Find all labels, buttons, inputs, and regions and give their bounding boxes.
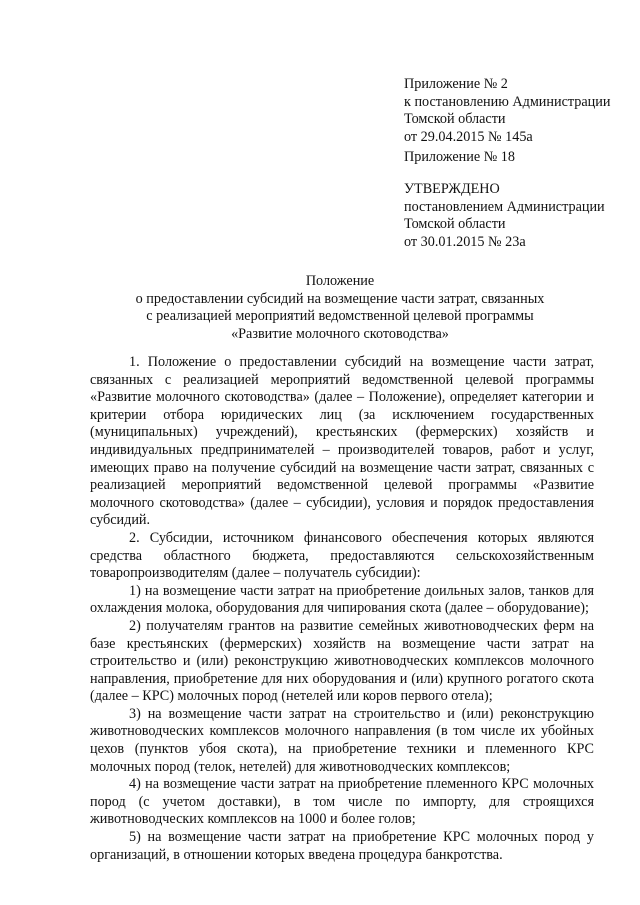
list-item-3: 3) на возмещение части затрат на строительство и (или) реконструкцию животноводческих комплексов молочного направления (в том числе их убойных цехов (пунктов убоя скота), на приобретение техники и племенного КРС молочных пород (телок, нетелей) для животноводческих комплексов; <box>90 705 594 775</box>
list-item-5: 5) на возмещение части затрат на приобретение КРС молочных пород у организаций, в отношении которых введена процедура банкротства. <box>90 829 594 863</box>
approved-label: УТВЕРЖДЕНО <box>404 181 500 197</box>
title-line-3: с реализацией мероприятий ведомственной целевой программы <box>146 308 534 325</box>
document-body <box>90 354 594 864</box>
attachment-2-resolution-line: к постановлению Администрации <box>404 93 611 110</box>
approved-region: Томской области <box>404 216 506 233</box>
paragraph-2: 2. Субсидии, источником финансового обеспечения которых являются средства областного бюджета, предоставляются сельскохозяйственным товаропроизводителям (далее – получатель субсидии): <box>90 529 594 582</box>
attachment-18-block <box>404 149 600 167</box>
approved-resolution-line: постановлением Администрации <box>404 198 605 215</box>
attachment-2-block <box>404 76 611 146</box>
title-line-2: о предоставлении субсидий на возмещение части затрат, связанных <box>135 290 545 307</box>
title-line-1: Положение <box>305 273 375 289</box>
paragraph-1: 1. Положение о предоставлении субсидий на возмещение части затрат, связанных с реализацией мероприятий ведомственной целевой программы «Развитие молочного скотоводства» (далее – Положение), определяет категории и критерии отбора юридических лиц (за исключением государственных (муниципальных) учреждений), крестьянских (фермерских) хозяйств и индивидуальных предпринимателей – производителей товаров, работ и услуг, имеющих право на получение субсидий на возмещение части затрат, связанных с реализацией мероприятий ведомственной целевой программы «Развитие молочного скотоводства» (далее – субсидии), условия и порядок предоставления субсидий. <box>90 354 594 529</box>
title-line-4: «Развитие молочного скотоводства» <box>231 325 449 342</box>
document-title <box>90 273 590 343</box>
approved-date: от 30.01.2015 № 23а <box>404 233 526 250</box>
attachment-2-title: Приложение № 2 <box>404 76 508 92</box>
list-item-2: 2) получателям грантов на развитие семейных животноводческих ферм на базе крестьянских (фермерских) хозяйств на возмещение части затрат на строительство и (или) реконструкцию животноводческих комплексов молочного направления, приобретение для них оборудования и (или) крупного рогатого скота (далее – КРС) молочных пород (нетелей или коров первого отела); <box>90 617 594 705</box>
list-item-4: 4) на возмещение части затрат на приобретение племенного КРС молочных пород (с учетом доставки), в том числе по импорту, для строящихся животноводческих комплексов на 1000 и более голов; <box>90 776 594 828</box>
attachment-18-title: Приложение № 18 <box>404 149 515 165</box>
attachment-2-region: Томской области <box>404 111 506 128</box>
approved-block <box>404 181 605 251</box>
attachment-2-date: от 29.04.2015 № 145а <box>404 128 533 145</box>
list-item-1: 1) на возмещение части затрат на приобретение доильных залов, танков для охлаждения молока, оборудования для чипирования скота (далее – оборудование); <box>90 582 594 617</box>
